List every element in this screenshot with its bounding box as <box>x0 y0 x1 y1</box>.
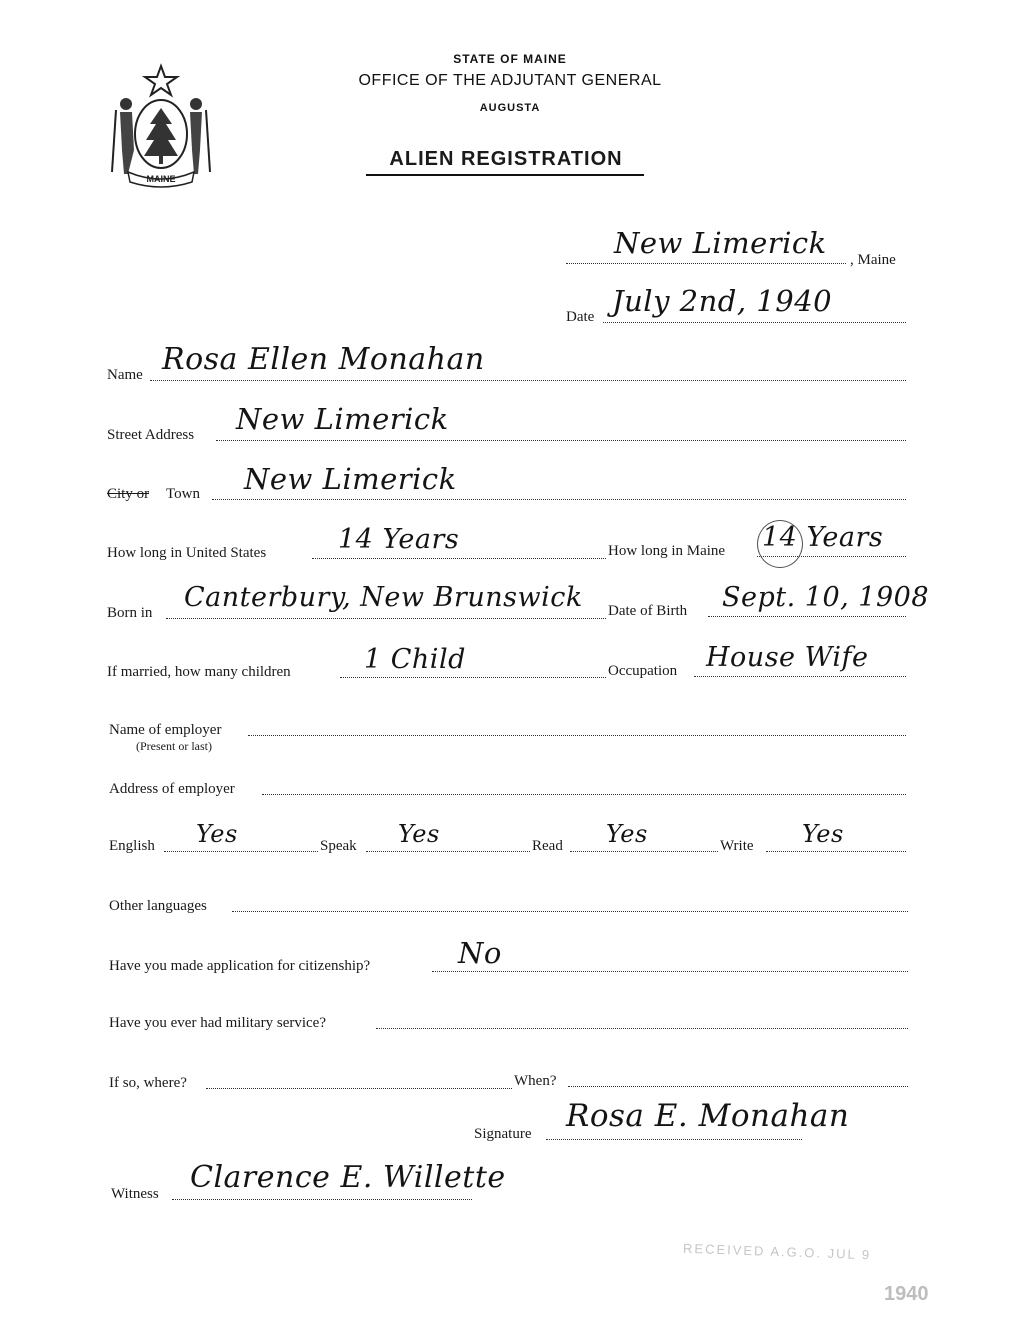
write-label: Write <box>720 838 754 854</box>
us-duration-line <box>312 558 606 559</box>
form-title: ALIEN REGISTRATION <box>389 148 623 170</box>
children-line <box>340 677 606 678</box>
dob-value: Sept. 10, 1908 <box>722 582 930 613</box>
street-line <box>216 440 906 441</box>
maine-state-seal-icon <box>106 62 216 188</box>
city-heading: AUGUSTA <box>479 102 541 114</box>
witness-value: Clarence E. Willette <box>190 1160 506 1195</box>
received-stamp-year: 1940 <box>884 1283 929 1305</box>
english-value: Yes <box>196 820 238 848</box>
employer-address-line <box>262 794 906 795</box>
born-line <box>166 618 606 619</box>
street-value: New Limerick <box>236 402 449 436</box>
dob-label: Date of Birth <box>608 603 688 619</box>
employer-sublabel: (Present or last) <box>136 739 212 753</box>
date-line <box>603 322 906 323</box>
born-label: Born in <box>107 605 153 621</box>
where-line <box>206 1088 512 1089</box>
employer-label: Name of employer <box>109 722 222 738</box>
town-value: New Limerick <box>244 462 457 496</box>
us-duration-value: 14 Years <box>338 524 460 555</box>
maine-label: , Maine <box>850 252 896 268</box>
name-value: Rosa Ellen Monahan <box>162 342 485 377</box>
name-line <box>150 380 906 381</box>
place-line <box>566 263 846 264</box>
speak-label: Speak <box>320 838 357 854</box>
born-value: Canterbury, New Brunswick <box>184 582 583 613</box>
witness-line <box>172 1199 472 1200</box>
speak-value: Yes <box>398 820 440 848</box>
read-label: Read <box>532 838 563 854</box>
citizenship-label: Have you made application for citizenship? <box>109 958 371 974</box>
town-line <box>212 499 906 500</box>
signature-value: Rosa E. Monahan <box>566 1098 850 1134</box>
witness-label: Witness <box>111 1186 159 1202</box>
citizenship-value: No <box>458 936 502 970</box>
where-label: If so, where? <box>109 1075 187 1091</box>
title-underline <box>366 174 644 176</box>
when-label: When? <box>514 1073 557 1089</box>
dob-line <box>708 616 906 617</box>
children-value: 1 Child <box>364 644 466 675</box>
write-line <box>766 851 906 852</box>
date-value: July 2nd, 1940 <box>612 284 833 318</box>
military-label: Have you ever had military service? <box>109 1015 326 1031</box>
place-value: New Limerick <box>614 226 827 260</box>
us-duration-label: How long in United States <box>107 545 267 561</box>
occupation-line <box>694 676 906 677</box>
signature-line <box>546 1139 802 1140</box>
employer-address-label: Address of employer <box>109 781 235 797</box>
military-line <box>376 1028 908 1029</box>
state-heading: STATE OF MAINE <box>453 52 567 66</box>
english-line <box>164 851 318 852</box>
signature-label: Signature <box>474 1126 532 1142</box>
when-line <box>568 1086 908 1087</box>
street-label: Street Address <box>107 427 195 443</box>
date-label: Date <box>566 309 595 325</box>
maine-duration-label: How long in Maine <box>608 543 726 559</box>
employer-line <box>248 735 906 736</box>
city-struck-label: City or <box>107 486 150 502</box>
occupation-label: Occupation <box>608 663 678 679</box>
occupation-value: House Wife <box>706 642 869 673</box>
children-label: If married, how many children <box>107 664 291 680</box>
maine-duration-value: 14 Years <box>762 522 884 553</box>
citizenship-line <box>432 971 908 972</box>
speak-line <box>366 851 530 852</box>
write-value: Yes <box>802 820 844 848</box>
english-label: English <box>109 838 155 854</box>
other-languages-line <box>232 911 908 912</box>
read-line <box>570 851 718 852</box>
svg-text:MAINE: MAINE <box>146 174 176 184</box>
name-label: Name <box>107 367 143 383</box>
read-value: Yes <box>606 820 648 848</box>
town-label: Town <box>166 486 200 502</box>
received-stamp: RECEIVED A.G.O. JUL 9 <box>682 1240 872 1263</box>
other-languages-label: Other languages <box>109 898 207 914</box>
office-heading: OFFICE OF THE ADJUTANT GENERAL <box>358 72 662 89</box>
